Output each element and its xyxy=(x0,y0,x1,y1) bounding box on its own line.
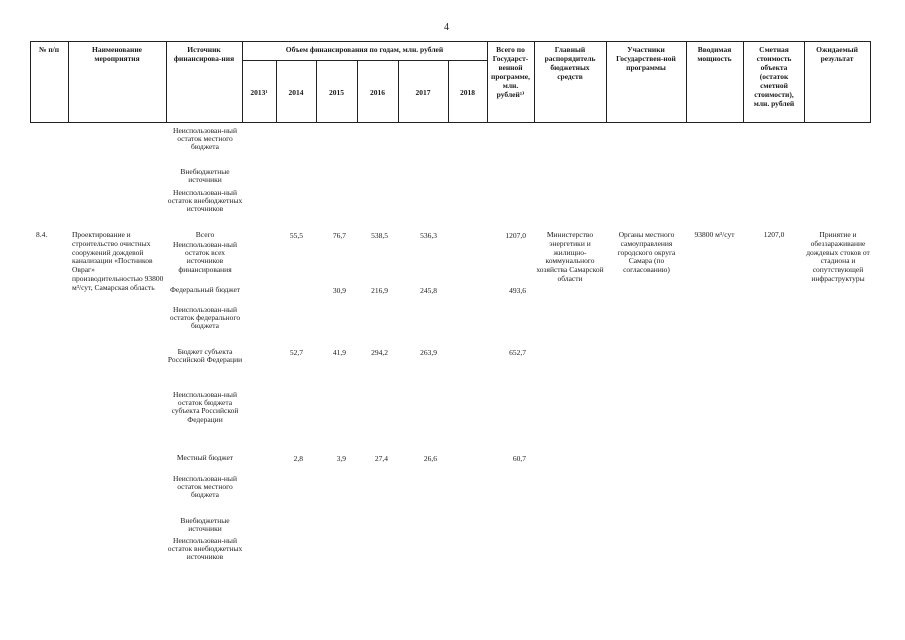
header-year-2017: 2017 xyxy=(415,88,431,97)
header-administrator: Главный распорядитель бюджетных средств xyxy=(544,45,596,81)
value-total: 652,7 xyxy=(509,348,526,357)
row-number: 8.4. xyxy=(36,230,48,239)
source-label: Неиспользован-ный остаток внебюджетных источников xyxy=(167,536,243,562)
row-name: Проектирование и строительство очистных сооружений дождевой канализации «Постников Овраг» производительностью 93800 м³/сут, Самарская область xyxy=(72,230,164,292)
value-2015: 3,9 xyxy=(336,454,346,463)
value-2016: 27,4 xyxy=(374,454,388,463)
header-capacity: Вводимая мощность xyxy=(697,45,732,63)
source-label: Неиспользован-ный остаток местного бюджета xyxy=(173,126,237,152)
row-administrator: Министерство энергетики и жилищно-коммунального хозяйства Самарской области xyxy=(536,230,604,283)
value-total: 493,6 xyxy=(509,286,526,295)
header-name: Наименование мероприятия xyxy=(92,45,142,63)
source-label: Неиспользован-ный остаток всех источников финансирования xyxy=(173,240,237,274)
page-number: 4 xyxy=(444,22,449,33)
value-2015: 30,9 xyxy=(332,286,346,295)
value-2014: 52,7 xyxy=(289,348,303,357)
value-total: 60,7 xyxy=(512,454,526,463)
header-year-2016: 2016 xyxy=(370,88,385,97)
header-year-2015: 2015 xyxy=(329,88,344,97)
header-funding: Объем финансирования по годам, млн. рублей xyxy=(285,45,444,54)
value-2017: 26,6 xyxy=(423,454,437,463)
header-total: Всего по Государст-венной программе, млн. рублей¹⁾ xyxy=(491,45,530,99)
value-2017: 536,3 xyxy=(420,231,437,240)
header-participants: Участники Государствен-ной программы xyxy=(616,45,676,72)
source-label: Неиспользован-ный остаток местного бюджета xyxy=(173,474,237,500)
header-source: Источник финансирова-ния xyxy=(173,45,235,63)
header-result: Ожидаемый результат xyxy=(816,45,858,63)
value-2016: 538,5 xyxy=(371,231,388,240)
source-label: Неиспользован-ный остаток федерального бюджета xyxy=(169,305,241,331)
value-2017: 245,8 xyxy=(420,286,437,295)
source-label: Внебюджетные источники xyxy=(180,167,230,185)
value-2015: 41,9 xyxy=(332,348,346,357)
value-total: 1207,0 xyxy=(505,231,526,240)
header-num: № п/п xyxy=(38,45,60,54)
row-cost: 1207,0 xyxy=(763,230,785,239)
header-year-2013: 2013¹ xyxy=(250,88,268,97)
source-label-regional: Бюджет субъекта Российской Федерации xyxy=(167,347,243,365)
value-2016: 216,9 xyxy=(371,286,388,295)
source-label-local: Местный бюджет xyxy=(176,453,234,462)
value-2017: 263,9 xyxy=(420,348,437,357)
source-label: Внебюджетные источники xyxy=(180,516,230,534)
source-label-federal: Федеральный бюджет xyxy=(169,285,241,294)
header-year-2018: 2018 xyxy=(460,88,475,97)
row-capacity: 93800 м³/сут xyxy=(694,230,735,239)
value-2014: 55,5 xyxy=(289,231,303,240)
header-year-2014: 2014 xyxy=(288,88,304,97)
value-2014: 2,8 xyxy=(293,454,303,463)
source-label-total: Всего xyxy=(195,230,215,239)
row-result: Принятие и обеззараживание дождевых стоков от стадиона и сопутствующей инфраструктуры xyxy=(806,230,870,283)
header-cost: Сметная стоимость объекта (остаток сметной стоимости), млн. рублей xyxy=(753,45,795,108)
source-label: Неиспользован-ный остаток внебюджетных источников xyxy=(167,188,243,214)
value-2016: 294,2 xyxy=(371,348,388,357)
source-label: Неиспользован-ный остаток бюджета субъекта Российской Федерации xyxy=(171,390,239,424)
row-participants: Органы местного самоуправления городского округа Самара (по согласованию) xyxy=(617,230,676,275)
value-2015: 76,7 xyxy=(332,231,346,240)
